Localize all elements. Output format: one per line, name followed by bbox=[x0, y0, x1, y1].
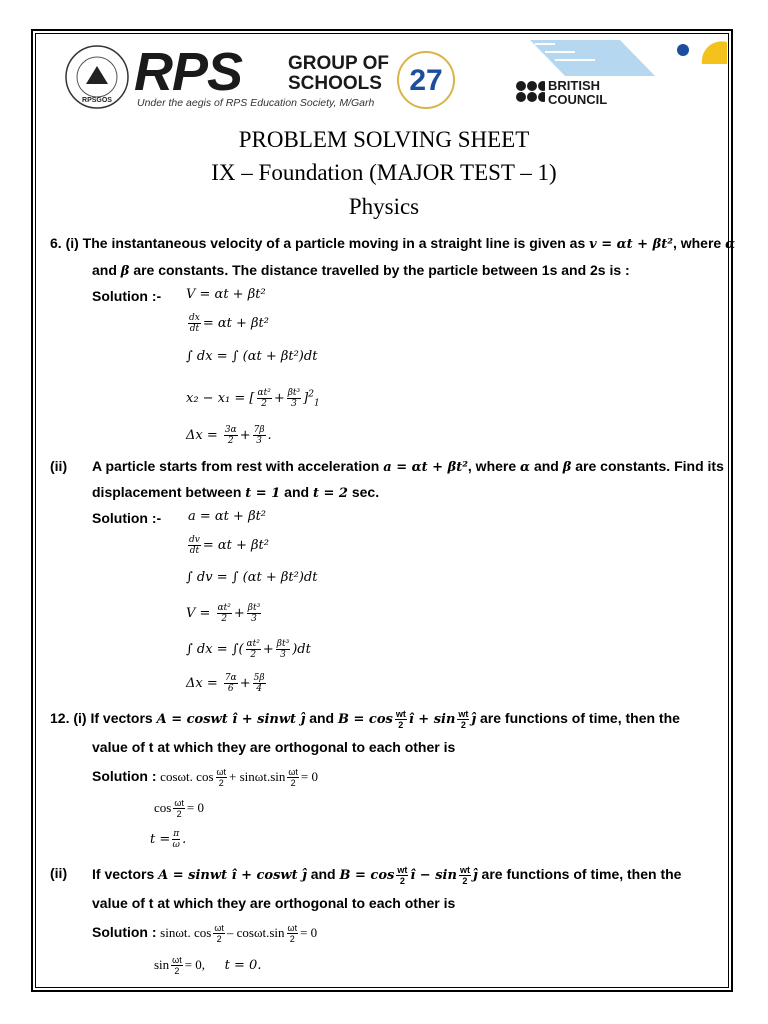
sol-step: t = $\frac{\pi}{\omega}$ . bbox=[150, 829, 187, 850]
sol-step: Δx = $\frac{3\alpha}{2}$ + $\frac{7\beta}{3}$ . bbox=[186, 425, 272, 446]
vector-a: A = coswt î + sinwt ĵ bbox=[156, 712, 306, 728]
beta-symbol: β bbox=[120, 264, 130, 279]
solution-label: Solution : bbox=[92, 767, 157, 784]
sol-step: sin $\frac{\omega t}{2}$ = 0, t = 0. bbox=[154, 955, 262, 976]
logo-rps: RPS bbox=[134, 42, 243, 102]
title-line3: Physics bbox=[348, 194, 420, 219]
q-text: value of t at which they are orthogonal to each other is bbox=[92, 739, 456, 755]
logo-tagline: Under the aegis of RPS Education Society, M/Garh bbox=[137, 97, 375, 109]
anniversary-emblem-icon bbox=[396, 50, 456, 110]
sol-step: $\frac{dx}{dt}$ = αt + βt² bbox=[189, 313, 269, 334]
sol-step: V = $\frac{\text{αt²}}{2}$ + $\frac{\text{βt³}}{3}$ bbox=[186, 603, 261, 624]
q-text: value of t at which they are orthogonal to each other is bbox=[92, 895, 456, 911]
q-number: 12. (i) bbox=[50, 710, 87, 727]
school-seal-icon bbox=[64, 44, 130, 110]
q-equation: v = αt + βt² bbox=[589, 237, 673, 252]
sol-step: V = αt + βt² bbox=[186, 287, 266, 302]
q-text: , where bbox=[672, 235, 722, 251]
sol-step: ∫ dx = ∫( $\frac{\text{αt²}}{2}$ + $\frac{\text{βt³}}{3}$ )dt bbox=[186, 639, 311, 660]
title-line2: IX – Foundation (MAJOR TEST – 1) bbox=[211, 160, 557, 185]
bc-line2: COUNCIL bbox=[548, 92, 608, 107]
sol-step: cos $\frac{\omega t}{2}$ = 0 bbox=[154, 798, 204, 819]
logo-schools: SCHOOLS bbox=[288, 73, 382, 94]
sol-step: a = αt + βt² bbox=[188, 509, 267, 524]
vector-a: A = sinwt î + coswt ĵ bbox=[158, 868, 307, 884]
sol-step: $\frac{dv}{dt}$ = αt + βt² bbox=[189, 535, 269, 556]
sol-step: ∫ dx = ∫ (αt + βt²)dt bbox=[186, 349, 318, 364]
british-council-dots-icon bbox=[515, 80, 545, 110]
q-text: The instantaneous velocity of a particle moving in a straight line is given as bbox=[82, 235, 586, 251]
q-number: (ii) bbox=[50, 865, 68, 881]
seal-text: RPSGOS bbox=[82, 97, 112, 104]
sol-step: Δx = $\frac{7\alpha}{6}$ + $\frac{5\beta}{4}$ bbox=[186, 673, 265, 694]
q-number: 6. (i) bbox=[50, 235, 79, 251]
sol-step: ∫ dv = ∫ (αt + βt²)dt bbox=[186, 570, 318, 585]
title-line1: PROBLEM SOLVING SHEET bbox=[238, 127, 530, 152]
logo-group-of: GROUP OF bbox=[288, 53, 389, 74]
q-text: and bbox=[92, 262, 117, 278]
bc-line1: BRITISH bbox=[548, 78, 600, 93]
q-equation: a = αt + βt² bbox=[383, 460, 468, 475]
solution-label: Solution :- bbox=[92, 510, 162, 526]
solution-label: Solution : bbox=[92, 923, 157, 940]
solution-label: Solution :- bbox=[92, 288, 162, 304]
q-text: are constants. The distance travelled by the particle between 1s and 2s is : bbox=[133, 262, 630, 278]
q-number: (ii) bbox=[50, 458, 68, 474]
sol-step: x₂ − x₁ = [ $\frac{\text{αt²}}{2}$ + $\frac{\text{βt³}}{3}$ ]$^2_1$ bbox=[186, 388, 320, 409]
alpha-symbol: α bbox=[725, 237, 736, 252]
anniversary-number: 27 bbox=[409, 64, 443, 97]
